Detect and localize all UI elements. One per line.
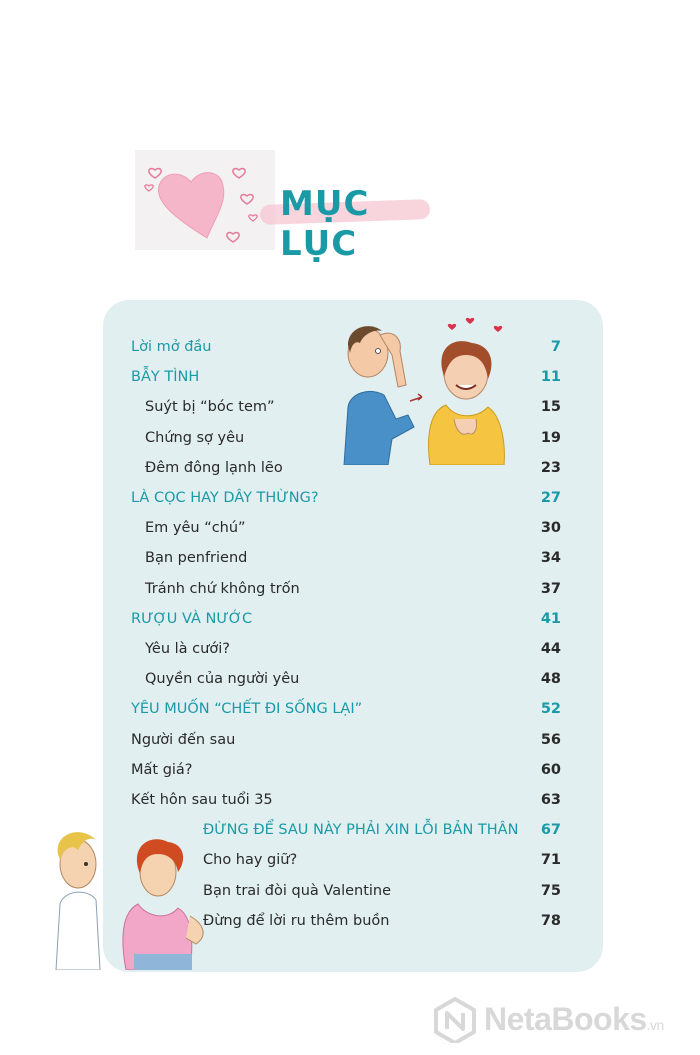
toc-entry-title: Bạn trai đòi quà Valentine [203, 882, 392, 899]
toc-entry-page: 56 [540, 731, 561, 748]
toc-entry[interactable] [145, 515, 561, 541]
logo-wordmark [484, 1001, 664, 1038]
toc-entry-page: 30 [540, 520, 561, 537]
toc-entry[interactable] [203, 878, 561, 904]
toc-entry[interactable] [131, 727, 561, 753]
toc-entry-title: Tránh chứ không trốn [145, 580, 300, 597]
toc-entry-title: Yêu là cưới? [145, 641, 230, 657]
toc-entry[interactable] [145, 636, 561, 662]
logo-tld: .vn [646, 1017, 664, 1033]
toc-entry-title: BẪY TÌNH [131, 369, 200, 386]
toc-entry-page: 34 [540, 550, 561, 567]
netabooks-logo [432, 995, 700, 1045]
toc-entry-title: Đừng để lời ru thêm buồn [203, 912, 390, 929]
netabooks-logo-icon [432, 997, 478, 1043]
toc-entry-title: Đêm đông lạnh lẽo [145, 459, 283, 476]
toc-entry[interactable] [203, 847, 561, 873]
toc-entry[interactable] [145, 576, 561, 602]
toc-entry-title: Em yêu “chú” [145, 520, 246, 537]
toc-entry[interactable] [145, 545, 561, 571]
hearts-decoration-icon [135, 150, 275, 250]
page-title: MỤC LỤC [280, 184, 370, 264]
toc-entry-title: Suýt bị “bóc tem” [145, 399, 275, 416]
toc-entry[interactable] [131, 606, 561, 632]
toc-entry-page: 44 [540, 641, 561, 657]
toc-entry-title: Cho hay giữ? [203, 852, 298, 869]
toc-entry-page: 78 [540, 912, 561, 929]
toc-entry-title: YÊU MUỐN “CHẾT ĐI SỐNG LẠI” [131, 701, 363, 718]
toc-entry[interactable] [131, 787, 561, 813]
toc-entry-page: 48 [540, 671, 561, 688]
toc-entry-title: Lời mở đầu [131, 339, 212, 355]
toc-entry[interactable] [203, 908, 561, 934]
toc-entry[interactable] [203, 817, 561, 843]
toc-entry-title: ĐỪNG ĐỂ SAU NÀY PHẢI XIN LỖI BẢN THÂN [203, 822, 519, 839]
toc-entry-page: 19 [540, 429, 561, 446]
logo-brand: NetaBooks [484, 1001, 647, 1037]
toc-entry[interactable] [145, 666, 561, 692]
toc-entry-title: Quyền của người yêu [145, 671, 300, 688]
toc-entry-page: 67 [540, 822, 561, 839]
toc-entry-title: Chứng sợ yêu [145, 429, 245, 446]
toc-entry[interactable] [131, 696, 561, 722]
couple-illustration-icon [330, 315, 510, 465]
toc-entry-page: 52 [540, 701, 561, 718]
toc-entry-page: 7 [550, 339, 561, 355]
toc-entry-title: Kết hôn sau tuổi 35 [131, 792, 273, 808]
toc-entry-page: 27 [540, 490, 561, 506]
toc-entry-title: LÀ CỌC HAY DÂY THỪNG? [131, 490, 319, 506]
toc-entry-page: 63 [540, 792, 561, 808]
toc-entry[interactable] [131, 485, 561, 511]
toc-entry-page: 71 [540, 852, 561, 869]
toc-entry-page: 11 [540, 369, 561, 386]
toc-entry-title: Mất giá? [131, 761, 193, 778]
toc-entry-title: Người đến sau [131, 731, 236, 748]
toc-header [135, 150, 445, 264]
toc-entry-page: 75 [540, 882, 561, 899]
toc-entry-page: 60 [540, 761, 561, 778]
toc-entry-page: 37 [540, 580, 561, 597]
arguing-couple-illustration-icon [40, 820, 210, 970]
toc-entry-page: 23 [540, 459, 561, 476]
toc-entry-page: 15 [540, 399, 561, 416]
toc-entry-page: 41 [540, 610, 561, 627]
toc-entry-title: Bạn penfriend [145, 550, 248, 567]
toc-entry-title: RƯỢU VÀ NƯỚC [131, 610, 253, 627]
toc-entry[interactable] [131, 757, 561, 783]
